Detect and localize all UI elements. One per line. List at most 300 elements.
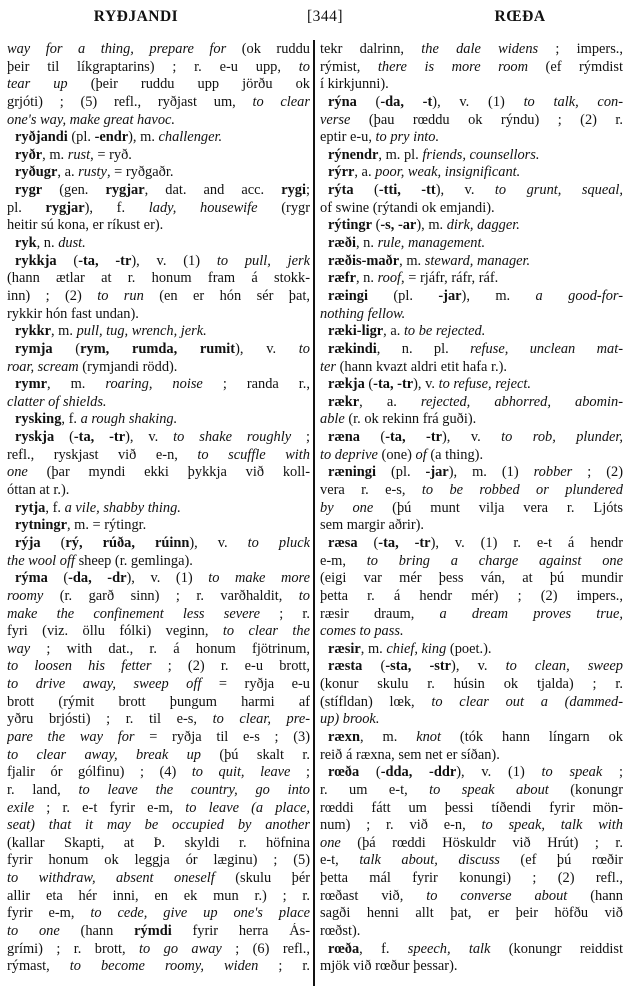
body-text: (hann [567, 887, 623, 904]
body-text: , m. pl. [378, 146, 423, 163]
definition-text: to speak about [429, 781, 549, 798]
definition-text: a rough shaking. [80, 411, 178, 428]
text-line [320, 129, 623, 147]
body-text: , n. pl. [376, 340, 471, 357]
body-text: inn) ; (2) [7, 287, 98, 304]
entry-start-line [320, 376, 623, 394]
body-text: ( [357, 534, 379, 551]
headword: rymja [15, 340, 53, 357]
definition-text: lady, housewife [148, 199, 258, 216]
headword: -s, -ar [380, 217, 417, 234]
body-text: (konungr [548, 781, 623, 798]
body-text: (þau rœddu ok rýndu) ; (2) r. [350, 111, 623, 128]
entry-start-line [7, 341, 310, 359]
body-text: ; randa r., [202, 376, 310, 393]
body-text: ; [291, 429, 310, 446]
text-line [320, 500, 623, 518]
body-text: í kirkjunni). [320, 76, 389, 93]
body-text: ( [56, 252, 79, 269]
definition-text: a good-for- [535, 287, 623, 304]
body-text: , m. [359, 728, 417, 745]
body-text: (rygr [257, 199, 310, 216]
entry-start-line [320, 288, 623, 306]
body-text: ; [305, 182, 310, 199]
body-text: ), m. [461, 287, 536, 304]
body-text: ), v. [235, 340, 299, 357]
definition-text: friends, counsellors. [422, 146, 540, 163]
definition-text: the dale widens [421, 41, 539, 57]
headword: -ta, -tr [78, 252, 132, 269]
text-line [320, 588, 623, 606]
headword: ryk [15, 235, 37, 252]
entry-start-line [7, 535, 310, 553]
body-text: ( [359, 764, 381, 781]
body-text: (kallar Skapti, at Þ. skyldi r. höfnina [7, 834, 310, 851]
headword: ryðr [15, 146, 43, 163]
text-line [320, 359, 623, 377]
headword: -ta, -tr [373, 376, 414, 393]
text-line [7, 200, 310, 218]
definition-text: way [7, 640, 31, 657]
text-line [320, 200, 623, 218]
body-text: brott (rýmit brott þungum harmi af [7, 693, 310, 710]
text-line [320, 958, 623, 976]
entry-start-line [320, 429, 623, 447]
headword: -endr [94, 129, 129, 146]
body-text: grjóti) ; (5) refl., ryðjast um, [7, 93, 253, 110]
text-line [320, 782, 623, 800]
entry-start-line [7, 129, 310, 147]
body-text: , n. [36, 235, 59, 252]
definition-text: to one [7, 923, 60, 940]
body-text: (skulu þér [214, 870, 310, 887]
headword: rœða [328, 940, 360, 957]
text-line [7, 694, 310, 712]
text-line [7, 606, 310, 624]
definition-text: to converse about [426, 887, 568, 904]
definition-text: to withdraw, absent oneself [7, 870, 215, 887]
entry-start-line [320, 394, 623, 412]
body-text: sheep (r. gemlinga). [74, 552, 193, 569]
body-text: ; (2) r. e-u brott, [151, 658, 310, 675]
entry-start-line [7, 570, 310, 588]
headword: rygi [281, 182, 306, 199]
body-text: , n. [355, 270, 378, 287]
entry-start-line [7, 164, 310, 182]
headword: rymr [15, 376, 47, 393]
entry-start-line [7, 500, 310, 518]
body-text: ( [47, 570, 69, 587]
body-text: ), v. [451, 658, 506, 675]
body-text: num) ; r. við e-n, [320, 817, 482, 834]
text-line [7, 658, 310, 676]
body-text: vera r. e-s, [320, 482, 422, 499]
definition-text: to [298, 587, 310, 604]
headword: rækindi [328, 340, 377, 357]
body-text: ; (2) [572, 464, 623, 481]
body-text: pl. [7, 199, 46, 216]
text-line [7, 835, 310, 853]
body-text: ), v. (1) [432, 93, 524, 110]
text-line [320, 835, 623, 853]
definition-text: clatter of shields. [7, 393, 107, 410]
definition-text: to shake roughly [173, 429, 292, 446]
text-line [7, 800, 310, 818]
definition-text: to speak, talk with [481, 817, 623, 834]
body-text: (ok ruddu [226, 41, 310, 57]
definition-text: there is more room [377, 58, 528, 75]
headword: rý, rúða, rúinn [65, 534, 190, 551]
definition-text: by one [320, 499, 374, 516]
definition-text: seat) that it may be occupied by another [7, 817, 310, 834]
text-line [320, 606, 623, 624]
body-text: ( [52, 340, 81, 357]
body-text: e-m, [320, 552, 367, 569]
body-text: ; r. [259, 605, 310, 622]
entry-start-line [320, 535, 623, 553]
body-text: ), v. [125, 429, 174, 446]
headword: -jar [438, 287, 462, 304]
entry-start-line [320, 641, 623, 659]
body-text: ; [602, 764, 623, 781]
definition-text: to run [97, 287, 144, 304]
text-line [7, 588, 310, 606]
text-line [7, 817, 310, 835]
entry-start-line [7, 323, 310, 341]
text-line [7, 447, 310, 465]
entry-start-line [320, 147, 623, 165]
body-text: ), m. [128, 129, 159, 146]
headword: ræsta [328, 658, 363, 675]
text-line [320, 76, 623, 94]
definition-text: way for a thing, prepare for [7, 41, 227, 57]
entry-start-line [320, 941, 623, 959]
body-text: reið á ræxna, sem net er síðan). [320, 746, 500, 763]
definition-text: to grunt, squeal, [494, 182, 623, 199]
definition-text: to quit, leave [191, 764, 291, 781]
body-text: ), v. [413, 376, 439, 393]
body-text: rœðst). [320, 923, 361, 940]
definition-text: one's way, make great havoc. [7, 111, 175, 128]
entry-start-line [320, 341, 623, 359]
text-line [7, 641, 310, 659]
headword: -ta, -tr [378, 534, 431, 551]
headword: rym, rumda, rumit [80, 340, 236, 357]
body-text: þetta mál fyrir konungi) ; (2) refl., [320, 870, 623, 887]
body-text: (pl. [375, 464, 426, 481]
body-text: rykkir hón fast undan). [7, 305, 139, 322]
body-text: ), v. [189, 534, 248, 551]
text-line [7, 958, 310, 976]
text-line [7, 76, 310, 94]
body-text: (one) [377, 446, 416, 463]
body-text: (r. garð sinn) ; r. varðhaldit, [43, 587, 299, 604]
definition-text: to deprive [320, 446, 378, 463]
body-text: mjök við rœður þessar). [320, 958, 458, 975]
definition-text: steward, manager. [424, 252, 531, 269]
headword: rýta [328, 182, 354, 199]
body-text: þetta r. á hendr mér) ; (2) impers., [320, 587, 623, 604]
body-text: (stífldan) lœk, [320, 693, 432, 710]
body-text: ), v. (1) [456, 764, 542, 781]
body-text: ), m. (1) [448, 464, 534, 481]
entry-start-line [7, 235, 310, 253]
body-text: (gen. [42, 182, 106, 199]
definition-text: challenger. [158, 129, 223, 146]
text-line [7, 711, 310, 729]
text-line [320, 923, 623, 941]
text-line [7, 905, 310, 923]
text-line [320, 852, 623, 870]
headword: ræfr [328, 270, 356, 287]
body-text: ( [356, 93, 381, 110]
definition-text: to go away [139, 940, 222, 957]
headword: rýtingr [328, 217, 372, 234]
entry-start-line [320, 764, 623, 782]
entry-start-line [320, 270, 623, 288]
body-text: , a. [383, 323, 404, 340]
body-text: sem margir aðrir). [320, 517, 425, 534]
definition-text: to leave the country, go into [78, 781, 310, 798]
body-text: ), v. (1) r. e-t á hendr [430, 534, 623, 551]
definition-text: to drive away, sweep off [7, 676, 202, 693]
body-text: eptir e-u, [320, 129, 376, 146]
body-text: grími) ; r. brott, [7, 940, 140, 957]
definition-text: to talk, con- [523, 93, 623, 110]
definition-text: exile [7, 799, 35, 816]
headword: -tti, -tt [378, 182, 436, 199]
page-number: [344] [306, 8, 344, 25]
headword: rýma [15, 570, 48, 587]
headword: rygr [15, 182, 43, 199]
body-text: , f. [61, 411, 81, 428]
body-text: , dat. and acc. [144, 182, 282, 199]
definition-text: comes to pass. [320, 623, 404, 640]
body-text: , = ryðgaðr. [106, 164, 174, 181]
text-line [7, 306, 310, 324]
text-line [320, 623, 623, 641]
body-text: tekr dalrinn, [320, 41, 422, 57]
text-line [7, 553, 310, 571]
body-text: r. um e-t, [320, 781, 430, 798]
entry-start-line [320, 253, 623, 271]
definition-text: rejected, abhorred, abomin- [420, 393, 623, 410]
definition-text: make the confinement less severe [7, 605, 260, 622]
body-text: ( [359, 429, 386, 446]
definition-text: rust [67, 146, 91, 163]
text-line [7, 359, 310, 377]
definition-text: to be rejected. [403, 323, 486, 340]
entry-start-line [320, 464, 623, 482]
entry-start-line [7, 253, 310, 271]
body-text: e-t, [320, 852, 360, 869]
body-text: (hann kvazt aldri etit hafa r.). [336, 358, 508, 375]
body-text: (tók hann língarn ok [441, 728, 623, 745]
body-text: yðru brjósti) ; r. til e-s, [7, 711, 213, 728]
body-text: óttan at r.). [7, 482, 70, 499]
body-text: fyrir honum ok leggja ór læginu) ; (5) [7, 852, 310, 869]
body-text: fyri (viz. öllu fólki) veginn, [7, 623, 223, 640]
left-column [7, 41, 310, 976]
text-line [7, 888, 310, 906]
text-line [7, 923, 310, 941]
headword: ræxn [328, 728, 360, 745]
definition-text: to refuse, reject. [438, 376, 532, 393]
text-line [7, 394, 310, 412]
text-line [7, 623, 310, 641]
text-line [320, 59, 623, 77]
body-text: , m. [42, 146, 68, 163]
definition-text: to clear away, break up [7, 746, 201, 763]
text-line [7, 41, 310, 59]
body-text: , a. [359, 393, 421, 410]
body-text: (ef þú rœðir [499, 852, 623, 869]
headword: ryðjandi [15, 129, 68, 146]
entry-start-line [7, 376, 310, 394]
body-text: (þeir ruddu upp jörðu ok [67, 76, 310, 93]
text-line [320, 676, 623, 694]
body-text: (pl. [67, 129, 95, 146]
text-line [320, 517, 623, 535]
text-line [320, 747, 623, 765]
body-text: (en er hón sér þat, [143, 287, 310, 304]
body-text: rýmist, [320, 58, 378, 75]
definition-text: to [298, 58, 310, 75]
definition-text: roar, scream [7, 358, 79, 375]
headword: -sta, -str [385, 658, 452, 675]
entry-start-line [320, 235, 623, 253]
body-text: ), v. [442, 429, 502, 446]
body-text: (poet.). [446, 640, 492, 657]
definition-text: talk about, discuss [359, 852, 500, 869]
entry-start-line [320, 217, 623, 235]
headword: rýja [15, 534, 41, 551]
definition-text: chief, king [386, 640, 447, 657]
body-text: fyrir herra Ás- [171, 923, 310, 940]
definition-text: roof [377, 270, 402, 287]
text-line [320, 41, 623, 59]
definition-text: able [320, 411, 345, 428]
headword: -ta, -tr [73, 429, 126, 446]
body-text: ), v. [435, 182, 495, 199]
definition-text: rule, management. [377, 235, 486, 252]
text-line [7, 270, 310, 288]
headword: rytja [15, 499, 46, 516]
headword: rækr [328, 393, 360, 410]
entry-start-line [320, 94, 623, 112]
text-line [7, 482, 310, 500]
body-text: ( [353, 182, 379, 199]
body-text: ; [290, 764, 310, 781]
text-line [7, 729, 310, 747]
body-text: allir eta hér inni, en ek mun r.) ; r. [7, 887, 310, 904]
body-text: , a. [354, 164, 376, 181]
definition-text: to pry into. [375, 129, 440, 146]
text-line [320, 870, 623, 888]
definition-text: up) brook. [320, 711, 380, 728]
body-text: of swine (rýtandi ok emjandi). [320, 199, 495, 216]
text-line [7, 870, 310, 888]
headword: ræningi [328, 464, 376, 481]
entry-start-line [320, 323, 623, 341]
definition-text: to clear the [222, 623, 310, 640]
text-line [7, 217, 310, 235]
body-text: (konungr reiddist [490, 940, 623, 957]
headword: ræði [328, 235, 356, 252]
definition-text: speech, talk [407, 940, 491, 957]
body-text: ), v. (1) [131, 252, 217, 269]
body-text: (þar myndi ekki þykkja við koll- [27, 464, 310, 481]
definition-text: a vile, shabby thing. [64, 499, 181, 516]
definition-text: to pull, jerk [216, 252, 310, 269]
definition-text: to [298, 340, 310, 357]
headword: -jar [425, 464, 449, 481]
definition-text: robber [533, 464, 573, 481]
definition-text: to leave (a place, [185, 799, 310, 816]
text-line [320, 694, 623, 712]
body-text: , f. [359, 940, 408, 957]
text-line [320, 447, 623, 465]
body-text: , m. [46, 376, 106, 393]
body-text: sagði henni allt þat, er þeir höfðu við [320, 905, 623, 922]
definition-text: verse [320, 111, 351, 128]
body-text: ), f. [84, 199, 149, 216]
definition-text: to bring a charge against one [366, 552, 623, 569]
headword: ræsa [328, 534, 358, 551]
entry-start-line [7, 147, 310, 165]
headword: -da, -t [380, 93, 433, 110]
definition-text: dirk, dagger. [446, 217, 520, 234]
definition-text: to clear [252, 93, 310, 110]
text-line [7, 464, 310, 482]
headword: ryskja [15, 429, 55, 446]
definition-text: to be robbed or plundered [421, 482, 623, 499]
text-line [320, 553, 623, 571]
text-line [7, 112, 310, 130]
text-line [320, 817, 623, 835]
headword: ræki-ligr [328, 323, 384, 340]
headword: ræingi [328, 287, 368, 304]
definition-text: to clear, pre- [212, 711, 310, 728]
definition-text: to scuffle with [197, 446, 310, 463]
body-text: (r. ok rekinn frá guði). [344, 411, 477, 428]
entry-start-line [7, 429, 310, 447]
body-text: ; r. e-t fyrir e-m, [34, 799, 186, 816]
definition-text: ter [320, 358, 336, 375]
body-text: þeir til líkgraptarins) ; r. e-u upp, [7, 58, 299, 75]
body-text: = ryðja til e-s ; (3) [134, 728, 310, 745]
body-text: (pl. [367, 287, 439, 304]
definition-text: the wool off [7, 552, 75, 569]
definition-text: roaring, noise [105, 376, 203, 393]
definition-text: poor, weak, insignificant. [375, 164, 521, 181]
headword: -ta, -tr [385, 429, 442, 446]
entry-start-line [320, 729, 623, 747]
body-text: ), m. [416, 217, 447, 234]
definition-text: pare the way for [7, 728, 135, 745]
text-line [320, 411, 623, 429]
headword: -dda, -ddr [380, 764, 457, 781]
body-text: ( [371, 217, 381, 234]
text-line [7, 59, 310, 77]
text-line [320, 482, 623, 500]
headword: rœða [328, 764, 360, 781]
body-text: (hann [59, 923, 135, 940]
right-column [320, 41, 623, 976]
definition-text: pull, tug, wrench, jerk. [76, 323, 207, 340]
definition-text: refuse, unclean mat- [470, 340, 623, 357]
body-text: refl., ryskjast við e-n, [7, 446, 198, 463]
